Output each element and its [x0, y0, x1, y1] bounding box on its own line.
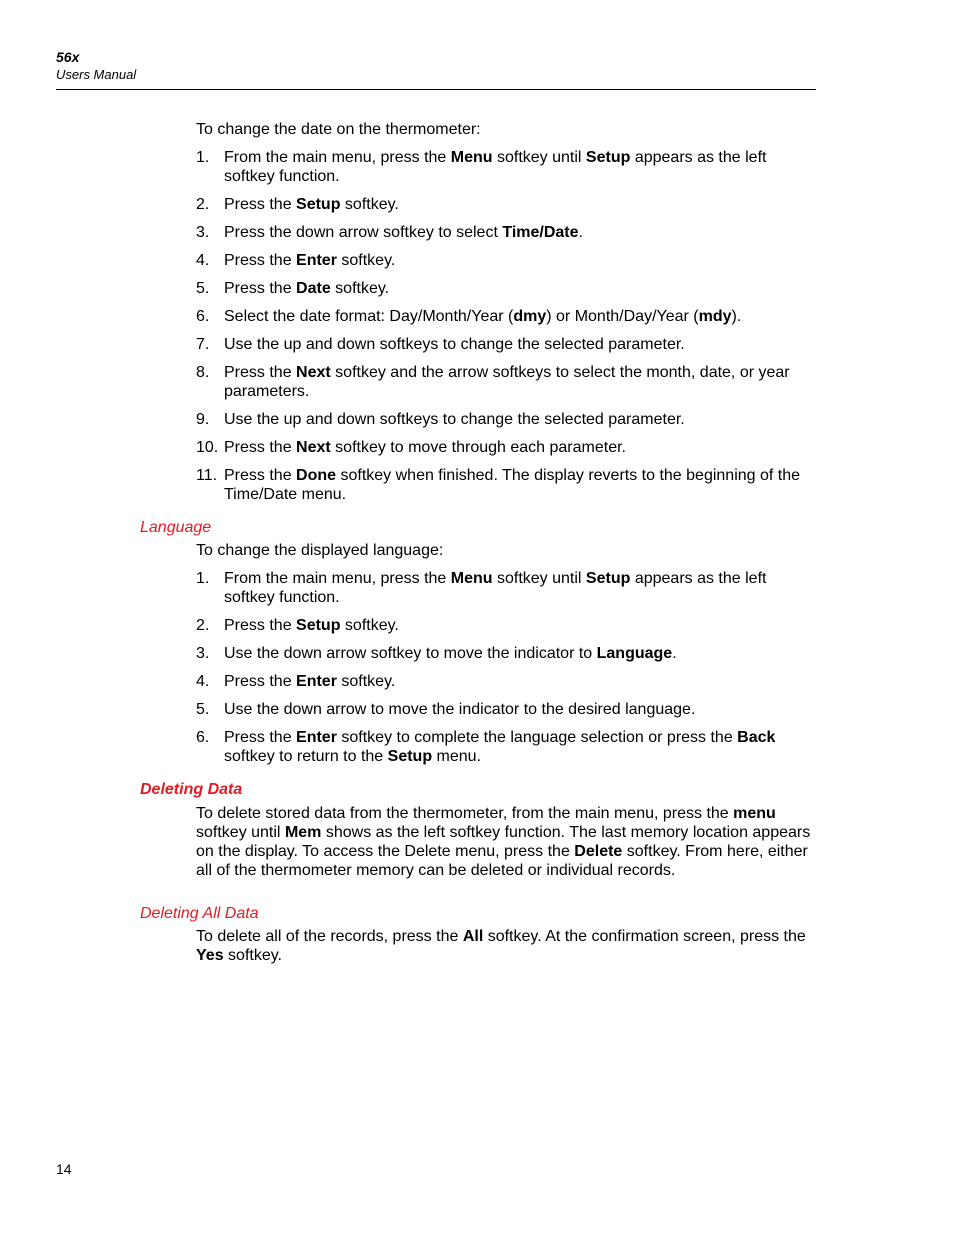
list-item	[196, 223, 818, 242]
step-number: 2.	[196, 196, 210, 213]
page-body	[140, 120, 818, 965]
language-steps-list	[196, 569, 818, 766]
step-text: From the main menu, press the Menu softkey until Setup appears as the left softkey function.	[224, 570, 767, 606]
page-number: 14	[56, 1161, 72, 1177]
step-text: Press the Enter softkey.	[224, 673, 396, 690]
running-header	[56, 48, 136, 84]
list-item	[196, 700, 818, 719]
step-text: Use the up and down softkeys to change the selected parameter.	[224, 336, 685, 353]
language-heading: Language	[140, 519, 212, 536]
step-text: Press the Setup softkey.	[224, 196, 399, 213]
step-number: 9.	[196, 411, 210, 428]
step-number: 8.	[196, 364, 210, 381]
step-text: Press the Setup softkey.	[224, 617, 399, 634]
list-item	[196, 148, 818, 186]
deleting-all-data-paragraph: To delete all of the records, press the All softkey. At the confirmation screen, press the Yes softkey.	[196, 928, 806, 964]
step-number: 1.	[196, 149, 210, 166]
step-number: 3.	[196, 645, 210, 662]
date-intro: To change the date on the thermometer:	[196, 121, 481, 138]
list-item	[196, 466, 818, 504]
step-text: Use the down arrow softkey to move the indicator to Language.	[224, 645, 677, 662]
step-number: 7.	[196, 336, 210, 353]
list-item	[196, 410, 818, 429]
step-text: Press the Enter softkey to complete the language selection or press the Back softkey to return to the Setup menu.	[224, 729, 776, 765]
date-steps-list	[196, 148, 818, 504]
step-number: 6.	[196, 308, 210, 325]
step-text: From the main menu, press the Menu softkey until Setup appears as the left softkey function.	[224, 149, 767, 185]
step-number: 3.	[196, 224, 210, 241]
list-item	[196, 728, 818, 766]
list-item	[196, 279, 818, 298]
list-item	[196, 672, 818, 691]
step-number: 1.	[196, 570, 210, 587]
step-number: 11.	[196, 467, 218, 484]
step-number: 4.	[196, 673, 210, 690]
list-item	[196, 195, 818, 214]
header-manual-title: Users Manual	[56, 67, 137, 82]
step-text: Press the Done softkey when finished. The display reverts to the beginning of the Time/Date menu.	[224, 467, 801, 503]
step-number: 4.	[196, 252, 210, 269]
deleting-data-paragraph: To delete stored data from the thermometer, from the main menu, press the menu softkey until Mem shows as the left softkey function. The last memory location appears on the display. To access the Delete menu, press the Delete softkey. From here, either all of the thermometer memory can be deleted or individual records.	[196, 805, 811, 879]
list-item	[196, 616, 818, 635]
step-text: Select the date format: Day/Month/Year (dmy) or Month/Day/Year (mdy).	[224, 308, 742, 325]
list-item	[196, 335, 818, 354]
header-rule	[56, 89, 816, 90]
list-item	[196, 307, 818, 326]
list-item	[196, 569, 818, 607]
list-item	[196, 363, 818, 401]
list-item	[196, 644, 818, 663]
step-number: 5.	[196, 701, 210, 718]
step-text: Press the Next softkey to move through each parameter.	[224, 439, 626, 456]
step-text: Press the Next softkey and the arrow softkeys to select the month, date, or year parameters.	[224, 364, 790, 400]
list-item	[196, 251, 818, 270]
step-text: Use the down arrow to move the indicator to the desired language.	[224, 701, 696, 718]
list-item	[196, 438, 818, 457]
language-intro: To change the displayed language:	[196, 542, 444, 559]
step-text: Press the Enter softkey.	[224, 252, 396, 269]
deleting-data-heading: Deleting Data	[140, 781, 243, 798]
step-number: 6.	[196, 729, 210, 746]
header-model: 56x	[56, 49, 80, 65]
step-number: 10.	[196, 439, 219, 456]
deleting-all-data-heading: Deleting All Data	[140, 905, 259, 922]
step-text: Use the up and down softkeys to change the selected parameter.	[224, 411, 685, 428]
step-number: 5.	[196, 280, 210, 297]
step-text: Press the Date softkey.	[224, 280, 390, 297]
step-number: 2.	[196, 617, 210, 634]
step-text: Press the down arrow softkey to select Time/Date.	[224, 224, 583, 241]
